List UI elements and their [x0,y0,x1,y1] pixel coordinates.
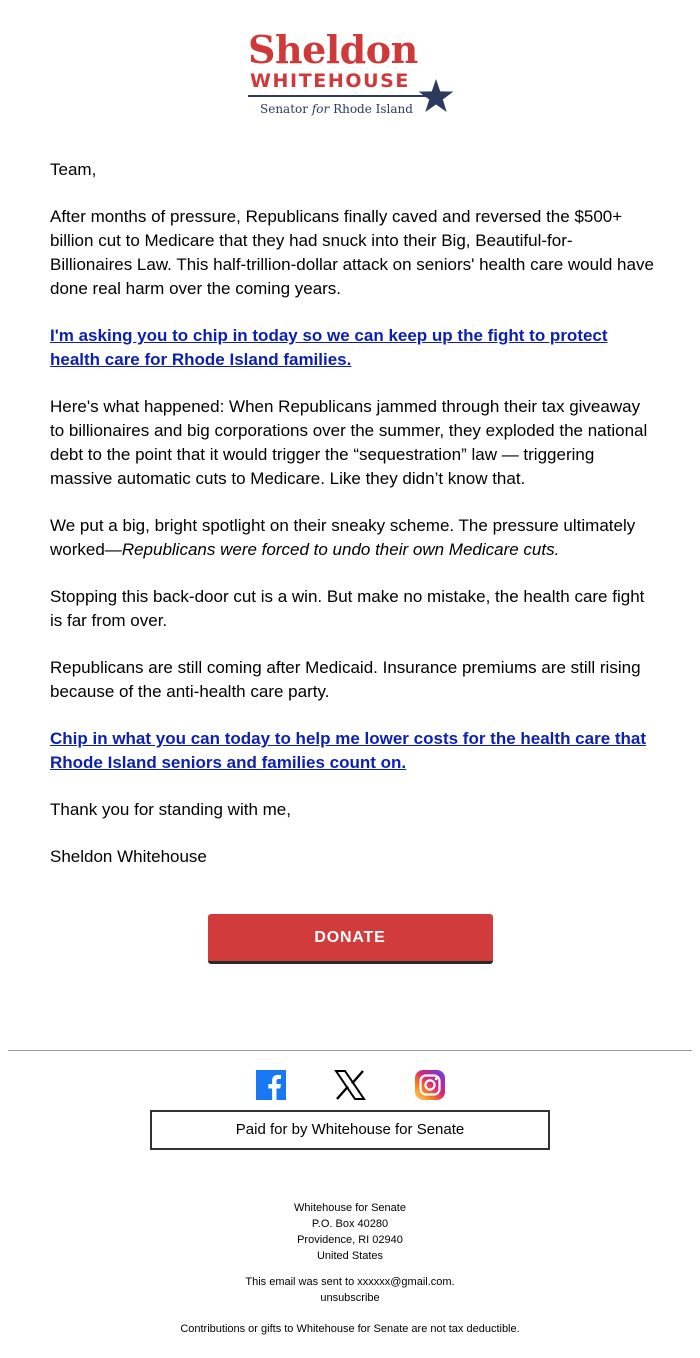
donate-link-2-wrap [50,727,654,775]
donate-button[interactable]: DONATE [208,914,493,964]
paragraph-3-text: We put a big, bright spotlight on their sneaky scheme. The pressure ultimately worked— [50,516,636,559]
unsubscribe-link[interactable]: unsubscribe [320,1292,380,1304]
tax-disclaimer: Contributions or gifts to Whitehouse for Senate are not tax deductible. [180,1323,520,1335]
email-body [50,158,654,892]
greeting: Team, [50,160,97,179]
instagram-icon[interactable] [413,1068,447,1102]
address-line: P.O. Box 40280 [311,1218,389,1230]
logo-tagline-suffix: Rhode Island [333,102,413,116]
footer-address [0,1200,700,1264]
logo-tagline [260,101,413,117]
signature: Sheldon Whitehouse [50,847,207,866]
logo [248,27,458,122]
footer-sent [0,1274,700,1306]
donate-link-1-wrap [50,324,654,372]
paragraph-5: Republicans are still coming after Medicaid. Insurance premiums are still rising because of the anti-health care party. [50,658,641,701]
logo-rule [248,95,433,97]
donate-link-2[interactable]: Chip in what you can today to help me lower costs for the health care that Rhode Island seniors and families count on. [50,729,647,772]
donate-link-1[interactable]: I'm asking you to chip in today so we can keep up the fight to protect health care for Rhode Island families. [50,326,608,369]
logo-name: Sheldon [248,27,418,72]
address-line: Providence, RI 02940 [297,1234,403,1246]
logo-tagline-for: for [311,102,330,116]
paragraph-2: Here's what happened: When Republicans jammed through their tax giveaway to billionaires and big corporations over the summer, they exploded the national debt to the point that it would trigger the “sequestration” law — triggering massive automatic cuts to Medicare. Like they didn’t know that. [50,397,648,488]
paragraph-4: Stopping this back-door cut is a win. But make no mistake, the health care fight is far from over. [50,587,645,630]
sent-to-text: This email was sent to xxxxxx@gmail.com. [245,1276,455,1288]
paid-for-box: Paid for by Whitehouse for Senate [150,1110,550,1150]
logo-tagline-prefix: Senator [260,102,308,116]
footer-divider [8,1050,692,1051]
address-line: Whitehouse for Senate [294,1202,406,1214]
paragraph-1: After months of pressure, Republicans finally caved and reversed the $500+ billion cut to Medicare that they had snuck into their Big, Beautiful-for-Billionaires Law. This half-trillion-dollar attack on seniors' health care would have done real harm over the coming years. [50,207,654,298]
logo-surname: WHITEHOUSE [250,70,411,92]
closing: Thank you for standing with me, [50,800,291,819]
address-line: United States [316,1250,384,1262]
paragraph-3 [50,514,654,562]
star-icon [418,78,454,114]
donate-button-wrap [0,914,700,964]
paragraph-3-italic: Republicans were forced to undo their own Medicare cuts. [121,540,560,559]
facebook-icon[interactable] [254,1068,288,1102]
x-icon[interactable] [333,1068,367,1102]
